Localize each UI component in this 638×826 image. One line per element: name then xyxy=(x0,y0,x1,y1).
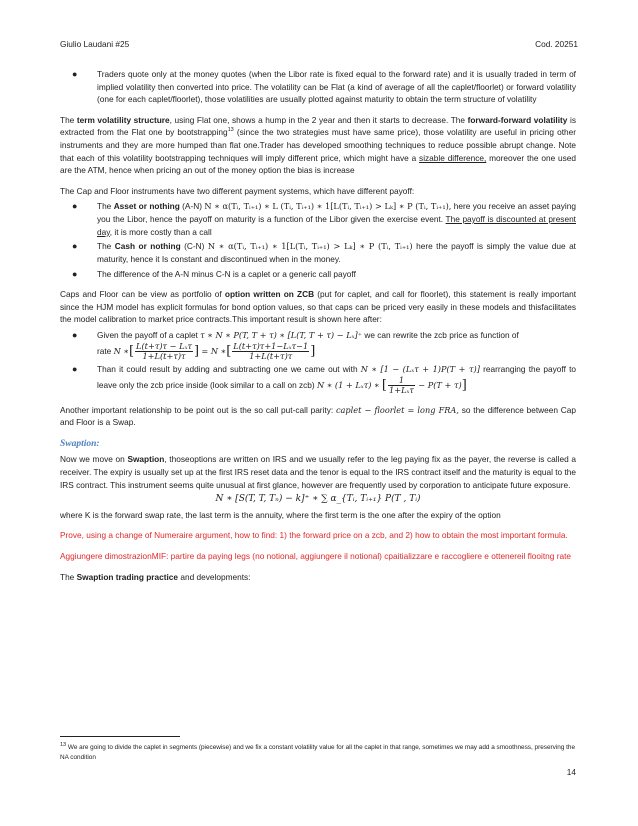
main-content xyxy=(60,68,576,591)
formula-rearranged: N ∗ [1 − (Lₓτ + 1)P(T + τ)] xyxy=(360,364,480,375)
paragraph-zcb: Caps and Floor can be view as portfolio of option written on ZCB (put for caplet, and call for floorlet), this statement is really important since the HJM model has explicit formulas for bond option values, so that caps can be priced very easily in these models and thisfacilitates the model calibration to market price contracts.This important result is shown here after: xyxy=(60,289,577,325)
list-item: ● Traders quote only at the money quotes (when the Libor rate is fixed equal to the forward rate) and it is usually traded in term of implied volatility then converted into price. The volatility can be Flat (a kind of average of all the caplet/floorlet) or forward volatility (one for each caplet/floorlet), those volatilities are usually plotted against maturity to obtain the term structure of volatility xyxy=(72,69,576,105)
formula-cash-or-nothing: N ∗ α(Tᵢ, Tᵢ₊₁) ∗ 1[L(Tᵢ, Tᵢ₊₁) > Lₖ] ∗ P (Tᵢ, Tᵢ₊₁) xyxy=(207,241,413,252)
formula-swaption-payoff: N ∗ [S(T, T, Tₙ) − k]⁺ ∗ ∑ α_{Tᵢ, Tᵢ₊₁} P(T , Tᵢ) xyxy=(215,494,421,505)
bullet-icon: ● xyxy=(72,364,78,375)
note-red-aggiungere: Aggiungere dimostrazionMIF: partire da paying legs (no notional, aggiungere il notional) cpaitializzare e raccogliere e ottenereil flooitng rate xyxy=(60,551,572,562)
list-item: ● Than it could result by adding and subtracting one we came out with N ∗ [1 − (Lₓτ + 1)P(T + τ)] rearranging the payoff to leave only the zcb price inside (look similar to a call on zcb) N ∗ (1 + Lₓτ) ∗ [ $\frac{1}{\text{1+Lₓτ}}$ − P(T + τ)] xyxy=(72,364,576,396)
footnote: $^{13}$ We are going to divide the caplet in segments (piecewise) and we fix a constant volatility value for all the caplet in that range, sometimes we may add a smoothness, preserving the NA condition xyxy=(60,742,576,762)
list-item: ● The Cash or nothing (C-N) N ∗ α(Tᵢ, Tᵢ₊₁) ∗ 1[L(Tᵢ, Tᵢ₊₁) > Lₖ] ∗ P (Tᵢ, Tᵢ₊₁) here the payoff is simply the value due at maturity, hence it Is constant and discontinued when in the money. xyxy=(72,241,576,264)
formula-caplet-payoff: τ ∗ N ∗ P(T, T + τ) ∗ [L(T, T + τ) − Lₓ]⁺ xyxy=(200,329,363,340)
header-course-code: Cod. 20251 xyxy=(535,39,578,49)
fraction: $\frac{\text{L(t+τ)τ+1−Lₓτ−1}}{1+L(t+\tau)\tau}$ xyxy=(233,340,309,361)
paragraph-trading-practice: The Swaption trading practice and developments: xyxy=(60,571,251,582)
bullet-list-2 xyxy=(60,200,576,280)
page-header xyxy=(60,38,578,51)
bullet-icon: ● xyxy=(72,241,78,252)
footnote-ref[interactable]: 13 xyxy=(227,127,234,134)
list-item: ● Given the payoff of a caplet τ ∗ N ∗ P(T, T + τ) ∗ [L(T, T + τ) − Lₓ]⁺ we can rewrite the zcb price as function of rate N ∗[ $\frac{\text{L(t+τ)τ − Lₓτ}}{1+L(t+\tau)\tau}$ ] = N ∗[ $\frac{\text{L(t+τ)τ+1−Lₓτ−1}}{1+L(t+\tau)\tau}$ ] xyxy=(72,329,519,361)
bullet-icon: ● xyxy=(72,201,78,212)
page-number: 14 xyxy=(566,767,576,777)
paragraph-put-call-parity: Another important relationship to be point out is the so call put-call parity: caplet − floorlet = long FRA, so the difference between Cap and Floor is a Swap. xyxy=(60,404,577,428)
fraction: $\frac{\text{L(t+τ)τ − Lₓτ}}{1+L(t+\tau)\tau}$ xyxy=(136,340,193,361)
section-heading-swaption: Swaption: xyxy=(60,438,100,449)
bullet-list-1 xyxy=(60,68,576,106)
bullet-icon: ● xyxy=(72,329,78,340)
paragraph-cap-floor: The Cap and Floor instruments have two different payment systems, which have different payoff: xyxy=(60,185,415,196)
note-red-prove: Prove, using a change of Numeraire argument, how to find: 1) the forward price on a zcb, and 2) how to obtain the most important formula. xyxy=(60,530,568,541)
bullet-icon: ● xyxy=(72,69,78,79)
paragraph-swaption: Now we move on Swaption, thoseoptions are written on IRS and we usually refer to the leg paying fix as the payer, the reverse is called a receiver. The expiry is usually set up at the first IRS reset data and the tenor is equal to the IRS contract itself and the maturity is equal to the IRS contract. This instrument seems quite unusual at first glance, however are frequently used by corporation to anticipate future exposure. xyxy=(60,454,577,490)
footnote-separator xyxy=(60,736,180,737)
bullet-icon: ● xyxy=(72,268,78,279)
list-item: ● The difference of the A-N minus C-N is a caplet or a generic call payoff xyxy=(60,268,576,281)
bullet-list-3 xyxy=(60,329,576,396)
header-author: Giulio Laudani #25 xyxy=(60,39,130,49)
formula-parity: caplet − floorlet = long FRA, xyxy=(335,404,459,415)
paragraph-volatility-structure: The term volatility structure, using Flat one, shows a hump in the 2 year and then it starts to decrease. The forward-forward volatility is extracted from the Flat one by bootstrapping$^{13}$ (since the two strategies must have same price), those volatility are useful in pricing other instruments and they are more humped than flat one.Trader has developed smoothing techniques to reduce possible abrupt change. Note that each of this volatility bootstrapping techniques will imply different price, which might have a sizable difference, moreover the one used are the ATM, hence when pricing an out of the money option the bias is increase xyxy=(60,114,577,176)
paragraph-swap-rate: where K is the forward swap rate, the last term is the annuity, where the first term is the one after the expiry of the option xyxy=(60,509,501,520)
formula-asset-or-nothing: N ∗ α(Tᵢ, Tᵢ₊₁) ∗ L (Tᵢ, Tᵢ₊₁) ∗ 1[L(Tᵢ, Tᵢ₊₁) > Lₖ] ∗ P (Tᵢ, Tᵢ₊₁), xyxy=(204,201,452,212)
list-item: ● The Asset or nothing (A-N) N ∗ α(Tᵢ, Tᵢ₊₁) ∗ L (Tᵢ, Tᵢ₊₁) ∗ 1[L(Tᵢ, Tᵢ₊₁) > Lₖ] ∗ P (Tᵢ, Tᵢ₊₁), here you receive an asset paying you the Libor, hence the payoff on maturity is a function of the Libor given the exercise event. The payoff is discounted at present day, it is more costly than a call xyxy=(72,201,576,237)
fraction: $\frac{1}{\text{1+Lₓτ}}$ xyxy=(389,375,414,396)
